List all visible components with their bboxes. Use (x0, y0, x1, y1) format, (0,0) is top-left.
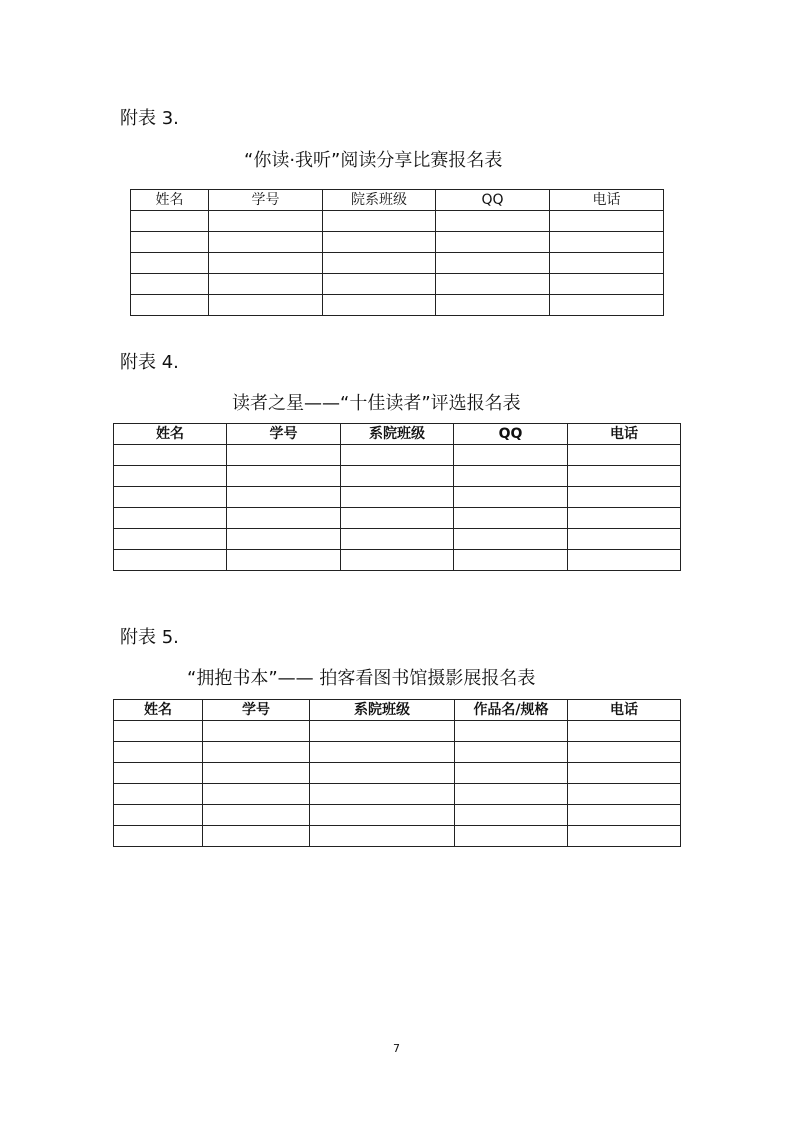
input-cell[interactable] (114, 742, 203, 763)
header-cell: 系院班级 (341, 424, 454, 445)
input-cell[interactable] (114, 826, 203, 847)
header-cell: 系院班级 (310, 700, 455, 721)
header-cell: 姓名 (114, 700, 203, 721)
input-cell[interactable] (341, 550, 454, 571)
input-cell[interactable] (568, 445, 681, 466)
input-cell[interactable] (341, 508, 454, 529)
header-cell: 院系班级 (323, 190, 436, 211)
table-header-row (131, 190, 664, 211)
table-header-row (114, 700, 681, 721)
table-row (114, 466, 681, 487)
table-row (131, 274, 664, 295)
table-row (114, 721, 681, 742)
input-cell[interactable] (310, 742, 455, 763)
input-cell[interactable] (209, 295, 323, 316)
input-cell[interactable] (209, 232, 323, 253)
input-cell[interactable] (455, 805, 568, 826)
input-cell[interactable] (455, 826, 568, 847)
input-cell[interactable] (436, 211, 550, 232)
input-cell[interactable] (209, 274, 323, 295)
registration-table-3 (130, 189, 664, 316)
header-cell: 电话 (550, 190, 664, 211)
input-cell[interactable] (455, 742, 568, 763)
input-cell[interactable] (114, 784, 203, 805)
appendix-label-4: 附表 4. (120, 352, 179, 373)
appendix-label-3: 附表 3. (120, 108, 179, 129)
input-cell[interactable] (568, 826, 681, 847)
table-row (114, 763, 681, 784)
header-cell: QQ (454, 424, 568, 445)
input-cell[interactable] (323, 253, 436, 274)
input-cell[interactable] (341, 466, 454, 487)
input-cell[interactable] (131, 211, 209, 232)
input-cell[interactable] (568, 466, 681, 487)
input-cell[interactable] (455, 721, 568, 742)
table-row (114, 487, 681, 508)
input-cell[interactable] (323, 211, 436, 232)
input-cell[interactable] (114, 763, 203, 784)
input-cell[interactable] (227, 508, 341, 529)
header-cell: 学号 (209, 190, 323, 211)
header-cell: 学号 (203, 700, 310, 721)
input-cell[interactable] (203, 784, 310, 805)
input-cell[interactable] (203, 805, 310, 826)
input-cell[interactable] (454, 445, 568, 466)
input-cell[interactable] (114, 805, 203, 826)
input-cell[interactable] (341, 487, 454, 508)
input-cell[interactable] (227, 529, 341, 550)
input-cell[interactable] (131, 274, 209, 295)
registration-table-4 (113, 423, 681, 571)
table-row (131, 253, 664, 274)
input-cell[interactable] (454, 508, 568, 529)
table-row (114, 805, 681, 826)
table-row (114, 550, 681, 571)
input-cell[interactable] (227, 466, 341, 487)
table-row (114, 826, 681, 847)
input-cell[interactable] (436, 295, 550, 316)
input-cell[interactable] (227, 550, 341, 571)
header-cell: 学号 (227, 424, 341, 445)
input-cell[interactable] (310, 784, 455, 805)
input-cell[interactable] (550, 253, 664, 274)
table-row (114, 445, 681, 466)
input-cell[interactable] (550, 295, 664, 316)
input-cell[interactable] (323, 274, 436, 295)
form-title-5: “拥抱书本”—— 拍客看图书馆摄影展报名表 (187, 668, 536, 689)
input-cell[interactable] (323, 232, 436, 253)
input-cell[interactable] (323, 295, 436, 316)
input-cell[interactable] (568, 763, 681, 784)
header-cell: QQ (436, 190, 550, 211)
table-row (114, 529, 681, 550)
header-cell: 姓名 (131, 190, 209, 211)
input-cell[interactable] (568, 487, 681, 508)
input-cell[interactable] (114, 550, 227, 571)
table-row (114, 784, 681, 805)
input-cell[interactable] (310, 721, 455, 742)
input-cell[interactable] (436, 274, 550, 295)
input-cell[interactable] (209, 253, 323, 274)
input-cell[interactable] (131, 253, 209, 274)
input-cell[interactable] (454, 550, 568, 571)
table-row (131, 211, 664, 232)
input-cell[interactable] (131, 232, 209, 253)
input-cell[interactable] (568, 550, 681, 571)
input-cell[interactable] (203, 763, 310, 784)
input-cell[interactable] (568, 784, 681, 805)
input-cell[interactable] (114, 721, 203, 742)
input-cell[interactable] (203, 826, 310, 847)
input-cell[interactable] (568, 805, 681, 826)
input-cell[interactable] (341, 529, 454, 550)
appendix-label-5: 附表 5. (120, 627, 179, 648)
input-cell[interactable] (227, 487, 341, 508)
input-cell[interactable] (203, 721, 310, 742)
input-cell[interactable] (550, 232, 664, 253)
input-cell[interactable] (550, 211, 664, 232)
input-cell[interactable] (131, 295, 209, 316)
table-row (114, 508, 681, 529)
table-row (131, 232, 664, 253)
input-cell[interactable] (310, 826, 455, 847)
input-cell[interactable] (227, 445, 341, 466)
input-cell[interactable] (341, 445, 454, 466)
form-title-3: “你读·我听”阅读分享比赛报名表 (244, 150, 503, 171)
input-cell[interactable] (568, 721, 681, 742)
input-cell[interactable] (209, 211, 323, 232)
input-cell[interactable] (203, 742, 310, 763)
input-cell[interactable] (114, 466, 227, 487)
header-cell: 电话 (568, 700, 681, 721)
input-cell[interactable] (436, 232, 550, 253)
input-cell[interactable] (114, 529, 227, 550)
registration-table-5 (113, 699, 681, 847)
input-cell[interactable] (436, 253, 550, 274)
header-cell: 姓名 (114, 424, 227, 445)
input-cell[interactable] (568, 742, 681, 763)
input-cell[interactable] (114, 508, 227, 529)
input-cell[interactable] (454, 487, 568, 508)
input-cell[interactable] (454, 466, 568, 487)
page-number: 7 (393, 1042, 400, 1055)
table-row (131, 295, 664, 316)
table-row (114, 742, 681, 763)
input-cell[interactable] (455, 763, 568, 784)
input-cell[interactable] (568, 508, 681, 529)
input-cell[interactable] (550, 274, 664, 295)
table-header-row (114, 424, 681, 445)
input-cell[interactable] (310, 805, 455, 826)
form-title-4: 读者之星——“十佳读者”评选报名表 (232, 393, 521, 414)
input-cell[interactable] (114, 445, 227, 466)
input-cell[interactable] (454, 529, 568, 550)
input-cell[interactable] (455, 784, 568, 805)
input-cell[interactable] (310, 763, 455, 784)
header-cell: 作品名/规格 (455, 700, 568, 721)
input-cell[interactable] (568, 529, 681, 550)
header-cell: 电话 (568, 424, 681, 445)
input-cell[interactable] (114, 487, 227, 508)
